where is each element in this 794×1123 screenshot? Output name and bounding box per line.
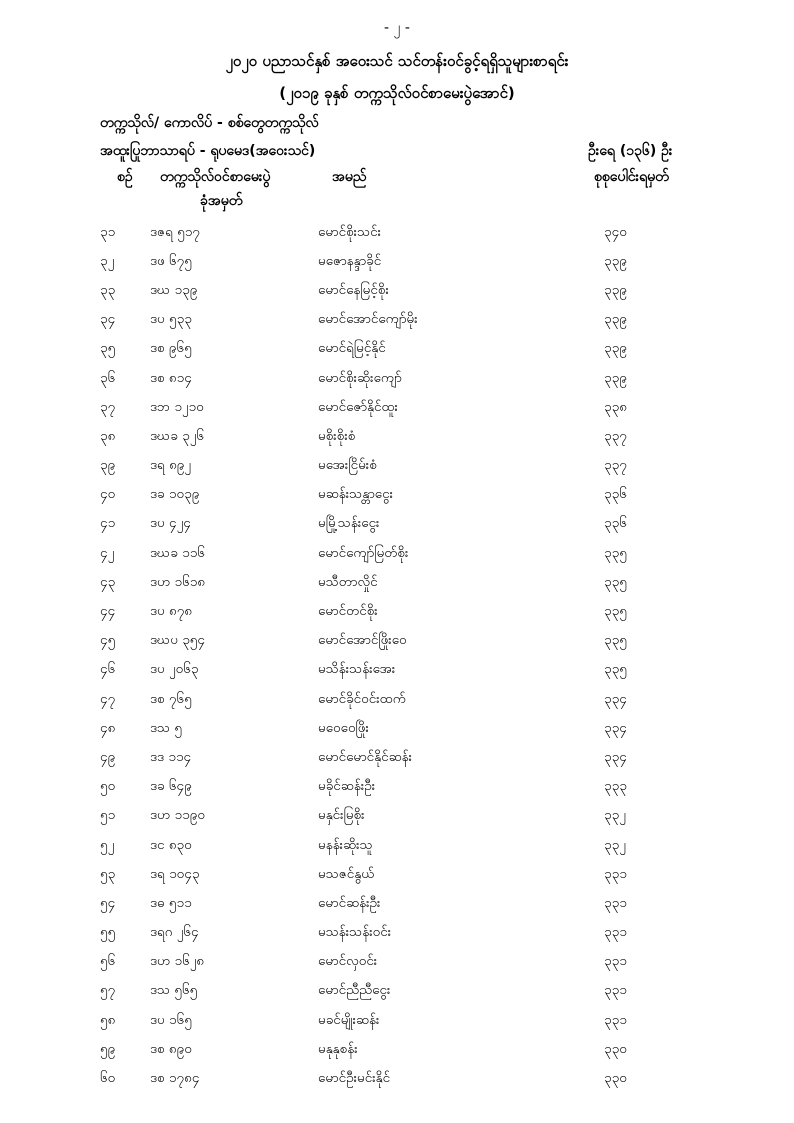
candidate-name: မသဇင်နွယ် [318, 865, 375, 882]
total-score: ၃၃၄ [604, 748, 627, 765]
candidate-name: မောင်မောင်နိုင်ဆန်း [318, 748, 413, 765]
row-number: ၆၀ [100, 1070, 116, 1087]
row-number: ၅၁ [100, 807, 116, 824]
total-score: ၃၃၃ [604, 778, 627, 795]
table-row [100, 218, 684, 247]
total-score: ၃၃၅ [604, 632, 627, 649]
row-number: ၅၉ [100, 1040, 116, 1057]
total-score: ၃၃၁ [604, 1011, 627, 1028]
row-number: ၄၂ [100, 544, 115, 561]
total-score: ၃၃၉ [604, 311, 627, 328]
roll-number: ဒပ ၂၀၆၃ [150, 661, 199, 678]
roll-number: ဒဟ ၁၆၁၈ [150, 573, 206, 590]
table-row [100, 831, 684, 860]
row-number: ၃၉ [100, 457, 116, 474]
roll-number: ဒပ ၄၂၄ [150, 515, 191, 532]
total-score: ၃၃၅ [604, 573, 627, 590]
document-subtitle: (၂၀၁၉ ခုနှစ် တက္ကသိုလ်ဝင်စာမေးပွဲအောင်) [279, 84, 515, 102]
candidate-name: မအေးငြိမ်းစံ [318, 457, 377, 474]
total-score: ၃၃၅ [604, 544, 627, 561]
row-number: ၄၃ [100, 573, 116, 590]
roll-number: ဒပ ၅၃၃ [150, 311, 192, 328]
table-row [100, 510, 684, 539]
table-row [100, 714, 684, 743]
candidate-name: မခင်မျိုးဆန်း [318, 1011, 380, 1028]
table-row [100, 276, 684, 305]
table-row [100, 1064, 684, 1093]
total-score: ၃၃၁ [604, 924, 627, 941]
document-title: ၂၀၂၀ ပညာသင်နှစ် အဝေးသင် သင်တန်းဝင်ခွင့်ရရှိသူများစာရင်း [225, 52, 569, 70]
table-row [100, 977, 684, 1006]
column-header-total: စုစုပေါင်းရမှတ် [594, 169, 669, 185]
roll-number: ဒစ ၇၆၅ [150, 690, 192, 707]
column-header-roll: တက္ကသိုလ်ဝင်စာမေးပွဲ [160, 169, 271, 185]
table-row [100, 306, 684, 335]
specialization-label: အထူးပြုဘာသာရပ် - ရုပမေဒ(အဝေးသင်) [100, 143, 316, 159]
roll-number: ဒခ ၆၄၉ [150, 778, 192, 795]
row-number: ၃၇ [100, 398, 116, 415]
row-number: ၃၆ [100, 369, 116, 386]
table-row [100, 1006, 684, 1035]
candidate-name: မဆန်းသန္တာငွေး [318, 486, 394, 503]
row-number: ၃၄ [100, 311, 116, 328]
table-row [100, 364, 684, 393]
roll-number: ဒဖ ၆၇၅ [150, 252, 192, 269]
table-row [100, 656, 684, 685]
roll-number: ဒဒ ၁၁၄ [150, 748, 192, 765]
table-row [100, 889, 684, 918]
row-number: ၄၈ [100, 719, 116, 736]
total-score: ၃၄၀ [604, 223, 627, 240]
roll-number: ဒဃ ၁၃၉ [150, 281, 198, 298]
roll-number: ဒဓ ၅၁၁ [150, 894, 192, 911]
candidate-name: မနုနုစန်း [318, 1040, 358, 1057]
roll-number: ဒသ ၅ [150, 719, 182, 736]
row-number: ၄၄ [100, 603, 116, 620]
table-row [100, 860, 684, 889]
row-number: ၄၅ [100, 632, 116, 649]
candidate-name: မောင်တင်စိုး [318, 603, 378, 620]
row-number: ၅၈ [100, 1011, 116, 1028]
row-number: ၅၀ [100, 778, 116, 795]
total-score: ၃၃၁ [604, 865, 627, 882]
row-number: ၅၇ [100, 982, 116, 999]
candidate-name: မောင်စိုးသင်း [318, 223, 382, 240]
row-number: ၃၃ [100, 281, 116, 298]
candidate-name: မောင်ညီညီငွေး [318, 982, 391, 999]
row-number: ၃၅ [100, 340, 116, 357]
candidate-name: မဝေဝေဖြိုး [318, 719, 369, 736]
row-number: ၅၃ [100, 865, 116, 882]
table-row [100, 627, 684, 656]
total-score: ၃၃၅ [604, 661, 627, 678]
row-number: ၅၄ [100, 894, 116, 911]
roll-number: ဒစ ၈၉၀ [150, 1040, 192, 1057]
candidate-name: မသီတာလှိုင် [318, 573, 378, 590]
candidate-name: မောင်နေမြင့်စိုး [318, 281, 389, 298]
candidate-name: မောင်စိုးဆိုးကျော် [318, 369, 402, 386]
table-row [100, 948, 684, 977]
table-row [100, 539, 684, 568]
roll-number: ဒပ ၁၆၅ [150, 1011, 192, 1028]
total-score: ၃၃၇ [604, 457, 627, 474]
row-number: ၄၀ [100, 486, 116, 503]
row-number: ၃၂ [100, 252, 115, 269]
roll-number: ဒင ၈၃၀ [150, 836, 192, 853]
table-row [100, 422, 684, 451]
candidate-name: မသိန်းသန်းအေး [318, 661, 396, 678]
roll-number: ဒဃခ ၃၂၆ [150, 427, 204, 444]
column-header-roll-line2: ခုံအမှတ် [200, 193, 243, 209]
candidate-name: မောင်ရဲမြင့်နိုင် [318, 340, 386, 357]
candidate-name: မောင်ကျော်မြတ်စိုး [318, 544, 409, 561]
table-row [100, 1035, 684, 1064]
candidate-name: မစိုးစိုးစံ [318, 427, 356, 444]
total-score: ၃၃၆ [604, 515, 627, 532]
roll-number: ဒစ ၈၁၄ [150, 369, 192, 386]
column-header-name: အမည် [332, 169, 367, 185]
table-row [100, 247, 684, 276]
row-number: ၅၂ [100, 836, 115, 853]
roll-number: ဒဃပ ၃၅၄ [150, 632, 205, 649]
total-score: ၃၃၁ [604, 982, 627, 999]
candidate-name: မဇောနန္ဒာခိုင် [318, 252, 382, 269]
total-score: ၃၃၅ [604, 603, 627, 620]
candidate-name: မောင်ခိုင်ဝင်းထက် [318, 690, 406, 707]
candidate-name: မောင်အောင်ကျော်မိုး [318, 311, 418, 328]
row-number: ၄၆ [100, 661, 116, 678]
roll-number: ဒပ ၈၇၈ [150, 603, 193, 620]
university-label: တက္ကသိုလ်/ ကောလိပ် - စစ်တွေတက္ကသိုလ် [100, 115, 319, 131]
total-score: ၃၃၀ [604, 1070, 627, 1087]
roll-number: ဒသ ၅၆၅ [150, 982, 198, 999]
table-row [100, 597, 684, 626]
row-number: ၃၁ [100, 223, 116, 240]
candidate-name: မောင်ဦးမင်းနိုင် [318, 1070, 391, 1087]
roll-number: ဒစ ၁၇၈၄ [150, 1070, 200, 1087]
table-row [100, 481, 684, 510]
row-number: ၄၉ [100, 748, 116, 765]
candidate-name: မနန်းဆိုးသူ [318, 836, 373, 853]
table-row [100, 919, 684, 948]
table-row [100, 335, 684, 364]
row-number: ၅၆ [100, 953, 116, 970]
total-score: ၃၃၉ [604, 281, 627, 298]
roll-number: ဒဟ ၁၁၉၀ [150, 807, 205, 824]
roll-number: ဒဘ ၁၂၁၀ [150, 398, 204, 415]
row-number: ၄၁ [100, 515, 116, 532]
total-score: ၃၃၀ [604, 1040, 627, 1057]
roll-number: ဒခ ၁၀၃၉ [150, 486, 200, 503]
candidate-name: မမြို့သန်းငွေး [318, 515, 380, 532]
table-row [100, 452, 684, 481]
total-score: ၃၃၁ [604, 894, 627, 911]
total-score: ၃၃၉ [604, 340, 627, 357]
roll-number: ဒဟ ၁၆၂၈ [150, 953, 205, 970]
candidate-name: မနှင်းမြစိုး [318, 807, 365, 824]
candidate-name: မောင်လှဝင်း [318, 953, 378, 970]
total-score: ၃၃၄ [604, 719, 627, 736]
column-header-no: စဉ် [117, 169, 133, 185]
total-score: ၃၃၂ [604, 836, 626, 853]
candidate-name: မသန်းသန်းဝင်း [318, 924, 392, 941]
table-row [100, 743, 684, 772]
total-count-label: ဦးရေ (၁၃၆) ဦး [588, 143, 673, 159]
roll-number: ဒဇရ ၅၁၇ [150, 223, 200, 240]
candidate-name: မောင်အောင်ဖြိုးဝေ [318, 632, 407, 649]
total-score: ၃၃၄ [604, 690, 627, 707]
total-score: ၃၃၈ [604, 398, 627, 415]
row-number: ၅၅ [100, 924, 116, 941]
total-score: ၃၃၇ [604, 427, 627, 444]
roll-number: ဒရ ၁၀၄၃ [150, 865, 200, 882]
table-row [100, 802, 684, 831]
row-number: ၄၇ [100, 690, 116, 707]
roll-number: ဒစ ၉၆၅ [150, 340, 192, 357]
total-score: ၃၃၆ [604, 486, 627, 503]
table-row [100, 773, 684, 802]
row-number: ၃၈ [100, 427, 116, 444]
total-score: ၃၃၉ [604, 252, 627, 269]
page-number: - ၂ - [384, 20, 410, 36]
table-row [100, 393, 684, 422]
candidate-name: မခိုင်ဆန်းဦး [318, 778, 376, 795]
candidate-name: မောင်ဆန်းဦး [318, 894, 381, 911]
total-score: ၃၃၁ [604, 953, 627, 970]
roll-number: ဒဃခ ၁၁၆ [150, 544, 205, 561]
roll-number: ဒရဂ ၂၆၄ [150, 924, 199, 941]
total-score: ၃၃၉ [604, 369, 627, 386]
roll-number: ဒရ ၈၉၂ [150, 457, 192, 474]
table-row [100, 685, 684, 714]
table-row [100, 568, 684, 597]
candidate-name: မောင်ဇော်နိုင်ထူး [318, 398, 398, 415]
results-table [100, 218, 684, 1094]
total-score: ၃၃၂ [604, 807, 626, 824]
